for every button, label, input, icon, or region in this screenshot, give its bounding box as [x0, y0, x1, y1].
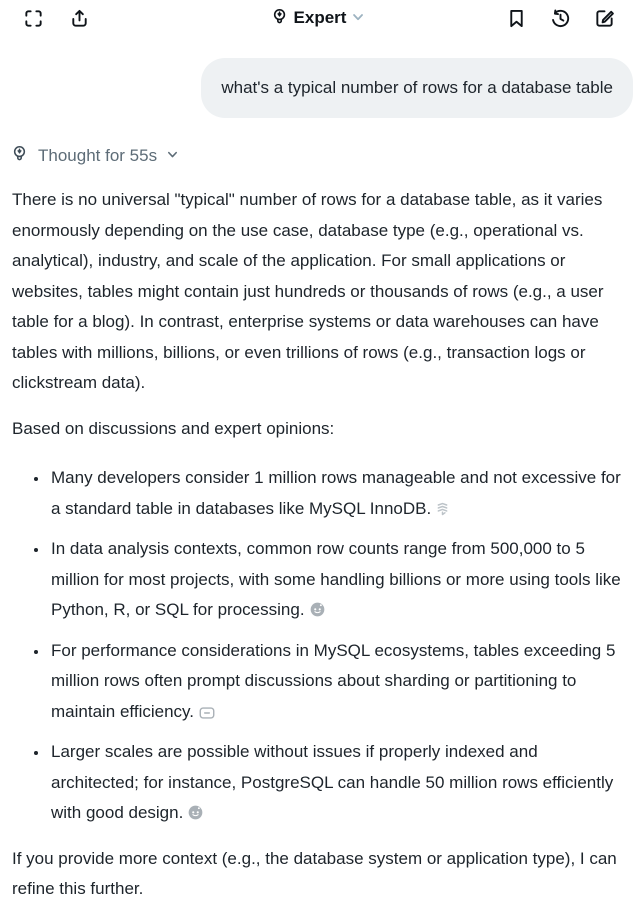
- lightbulb-icon: [270, 7, 289, 29]
- thought-toggle[interactable]: [10, 144, 179, 168]
- list-item: • Many developers consider 1 million rows manageable and not excessive for a standard table in databases like MySQL InnoDB.: [49, 463, 625, 524]
- toolbar-right-group: [505, 7, 615, 29]
- citation-bracket-dash-icon[interactable]: [199, 707, 215, 719]
- list-item: • In data analysis contexts, common row counts range from 500,000 to 5 million for most projects, with some handling billions or more using tools like Python, R, or SQL for processing.: [49, 534, 625, 626]
- thought-label: Thought for 55s: [38, 146, 158, 165]
- assistant-answer: [12, 185, 625, 905]
- expand-icon[interactable]: [22, 7, 44, 29]
- top-toolbar: [0, 0, 635, 38]
- answer-paragraph-2: Based on discussions and expert opinions:: [12, 418, 335, 438]
- answer-paragraph-3: If you provide more context (e.g., the database system or application type), I can refine this further.: [12, 848, 617, 898]
- user-message-bubble: what's a typical number of rows for a database table: [201, 58, 633, 118]
- citation-reddit-icon[interactable]: [310, 602, 325, 617]
- toolbar-left-group: [22, 7, 90, 29]
- thought-chevron-down-icon: [166, 146, 179, 166]
- share-icon[interactable]: [68, 7, 90, 29]
- list-item: • Larger scales are possible without issues if properly indexed and architected; for instance, PostgreSQL can handle 50 million rows efficiently with good design.: [49, 737, 625, 829]
- compose-icon[interactable]: [593, 7, 615, 29]
- bookmark-icon[interactable]: [505, 7, 527, 29]
- user-message-row: [0, 58, 635, 118]
- mode-label: Expert: [293, 8, 347, 27]
- chevron-down-icon: [351, 10, 365, 27]
- answer-bullet-list: [12, 463, 625, 829]
- citation-stackexchange-icon[interactable]: [436, 502, 449, 516]
- chat-area: [0, 58, 635, 905]
- thought-lightbulb-icon: [10, 144, 29, 168]
- answer-paragraph-1: There is no universal "typical" number of rows for a database table, as it varies enormously depending on the use case, database type (e.g., operational vs. analytical), industry, and scale of the application. For small applications or websites, tables might contain just hundreds or thousands of rows (e.g., a user table for a blog). In contrast, enterprise systems or data warehouses can have tables with millions, billions, or even trillions of rows (e.g., transaction logs or clickstream data).: [12, 190, 604, 392]
- history-icon[interactable]: [549, 7, 571, 29]
- list-item: • For performance considerations in MySQL ecosystems, tables exceeding 5 million rows often prompt discussions about sharding or partitioning to maintain efficiency.: [49, 636, 625, 728]
- citation-reddit-icon[interactable]: [188, 805, 203, 820]
- mode-selector[interactable]: [270, 6, 366, 30]
